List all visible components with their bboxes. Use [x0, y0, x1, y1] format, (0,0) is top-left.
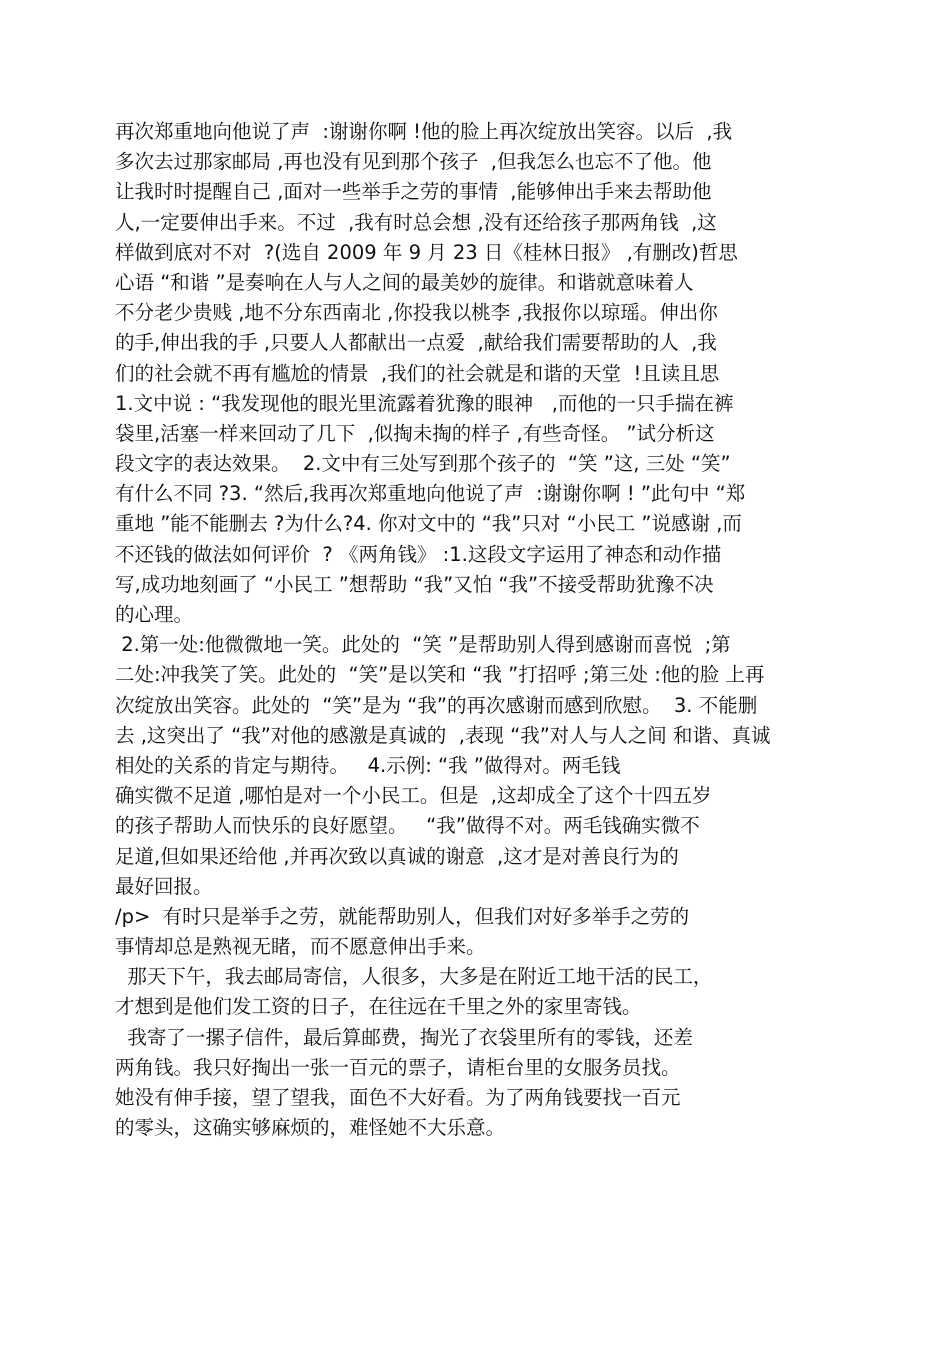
article-text	[115, 117, 845, 1143]
text-line: 袋里,活塞一样来回动了几下 ,似掏未掏的样子 ,有些奇怪。 ”试分析这	[115, 421, 715, 445]
text-line: 的孩子帮助人而快乐的良好愿望。 “我”做得不对。两毛钱确实微不	[115, 814, 700, 838]
text-line: 2.第一处:他微微地一笑。此处的 “笑 ”是帮助别人得到感谢而喜悦 ;第	[115, 633, 731, 657]
text-line: 的心理。	[115, 603, 194, 626]
text-line: 次绽放出笑容。此处的 “笑”是为 “我”的再次感谢而感到欣慰。 3. 不能删	[115, 693, 758, 717]
text-line: 心语 “和谐 ”是奏响在人与人之间的最美妙的旋律。和谐就意味着人	[115, 270, 694, 294]
text-line: 那天下午，我去邮局寄信，人很多，大多是在附近工地干活的民工，	[115, 965, 713, 989]
text-line: 两角钱。我只好掏出一张一百元的票子，请柜台里的女服务员找。	[115, 1055, 681, 1079]
text-line: 们的社会就不再有尴尬的情景 ,我们的社会就是和谐的天堂 !且读且思	[115, 361, 720, 385]
text-line: 多次去过那家邮局 ,再也没有见到那个孩子 ,但我怎么也忘不了他。他	[115, 150, 712, 174]
text-line: 不还钱的做法如何评价 ? 《两角钱》 :1.这段文字运用了神态和动作描	[115, 542, 722, 566]
text-line: 的零头，这确实够麻烦的，难怪她不大乐意。	[115, 1116, 506, 1140]
text-line: 有什么不同 ?3. “然后,我再次郑重地向他说了声 :谢谢你啊 ! ”此句中 “郑	[115, 482, 746, 506]
text-line: 写,成功地刻画了 “小民工 ”想帮助 “我”又怕 “我”不接受帮助犹豫不决	[115, 572, 714, 596]
text-line: 样做到底对不对 ?(选自 2009 年 9 月 23 日《桂林日报》 ,有删改)哲思	[115, 240, 738, 264]
text-line: 1.文中说 : “我发现他的眼光里流露着犹豫的眼神 ,而他的一只手揣在裤	[115, 391, 734, 415]
text-line: 相处的关系的肯定与期待。 4.示例: “我 ”做得对。两毛钱	[115, 753, 621, 777]
text-line: 我寄了一摞子信件，最后算邮费，掏光了衣袋里所有的零钱，还差	[115, 1025, 693, 1049]
text-line: 去 ,这突出了 “我”对他的感激是真诚的 ,表现 “我”对人与人之间 和谐、真诚	[115, 723, 771, 747]
text-line: /p> 有时只是举手之劳，就能帮助别人，但我们对好多举手之劳的	[115, 904, 690, 928]
text-line: 最好回报。	[115, 874, 213, 898]
text-line: 不分老少贵贱 ,地不分东西南北 ,你投我以桃李 ,我报你以琼瑶。伸出你	[115, 301, 718, 325]
text-line: 足道,但如果还给他 ,并再次致以真诚的谢意 ,这才是对善良行为的	[115, 844, 679, 868]
text-line: 让我时时提醒自己 ,面对一些举手之劳的事情 ,能够伸出手来去帮助他	[115, 180, 712, 204]
text-line: 的手,伸出我的手 ,只要人人都献出一点爱 ,献给我们需要帮助的人 ,我	[115, 331, 717, 355]
text-line: 段文字的表达效果。 2.文中有三处写到那个孩子的 “笑 ”这, 三处 “笑”	[115, 452, 731, 476]
text-line: 她没有伸手接，望了望我，面色不大好看。为了两角钱要找一百元	[115, 1086, 681, 1109]
text-line: 事情却总是熟视无睹，而不愿意伸出手来。	[115, 935, 486, 959]
text-line: 二处:冲我笑了笑。此处的 “笑”是以笑和 “我 ”打招呼 ;第三处 :他的脸 上再	[115, 663, 765, 687]
text-line: 确实微不足道 ,哪怕是对一个小民工。但是 ,这却成全了这个十四五岁	[115, 784, 712, 808]
text-line: 再次郑重地向他说了声 :谢谢你啊 !他的脸上再次绽放出笑容。以后 ,我	[115, 120, 733, 143]
text-line: 人,一定要伸出手来。不过 ,我有时总会想 ,没有还给孩子那两角钱 ,这	[115, 210, 717, 234]
text-line: 重地 ”能不能删去 ?为什么?4. 你对文中的 “我”只对 “小民工 ”说感谢 ,而	[115, 512, 742, 536]
text-line: 才想到是他们发工资的日子，在往远在千里之外的家里寄钱。	[115, 995, 642, 1019]
